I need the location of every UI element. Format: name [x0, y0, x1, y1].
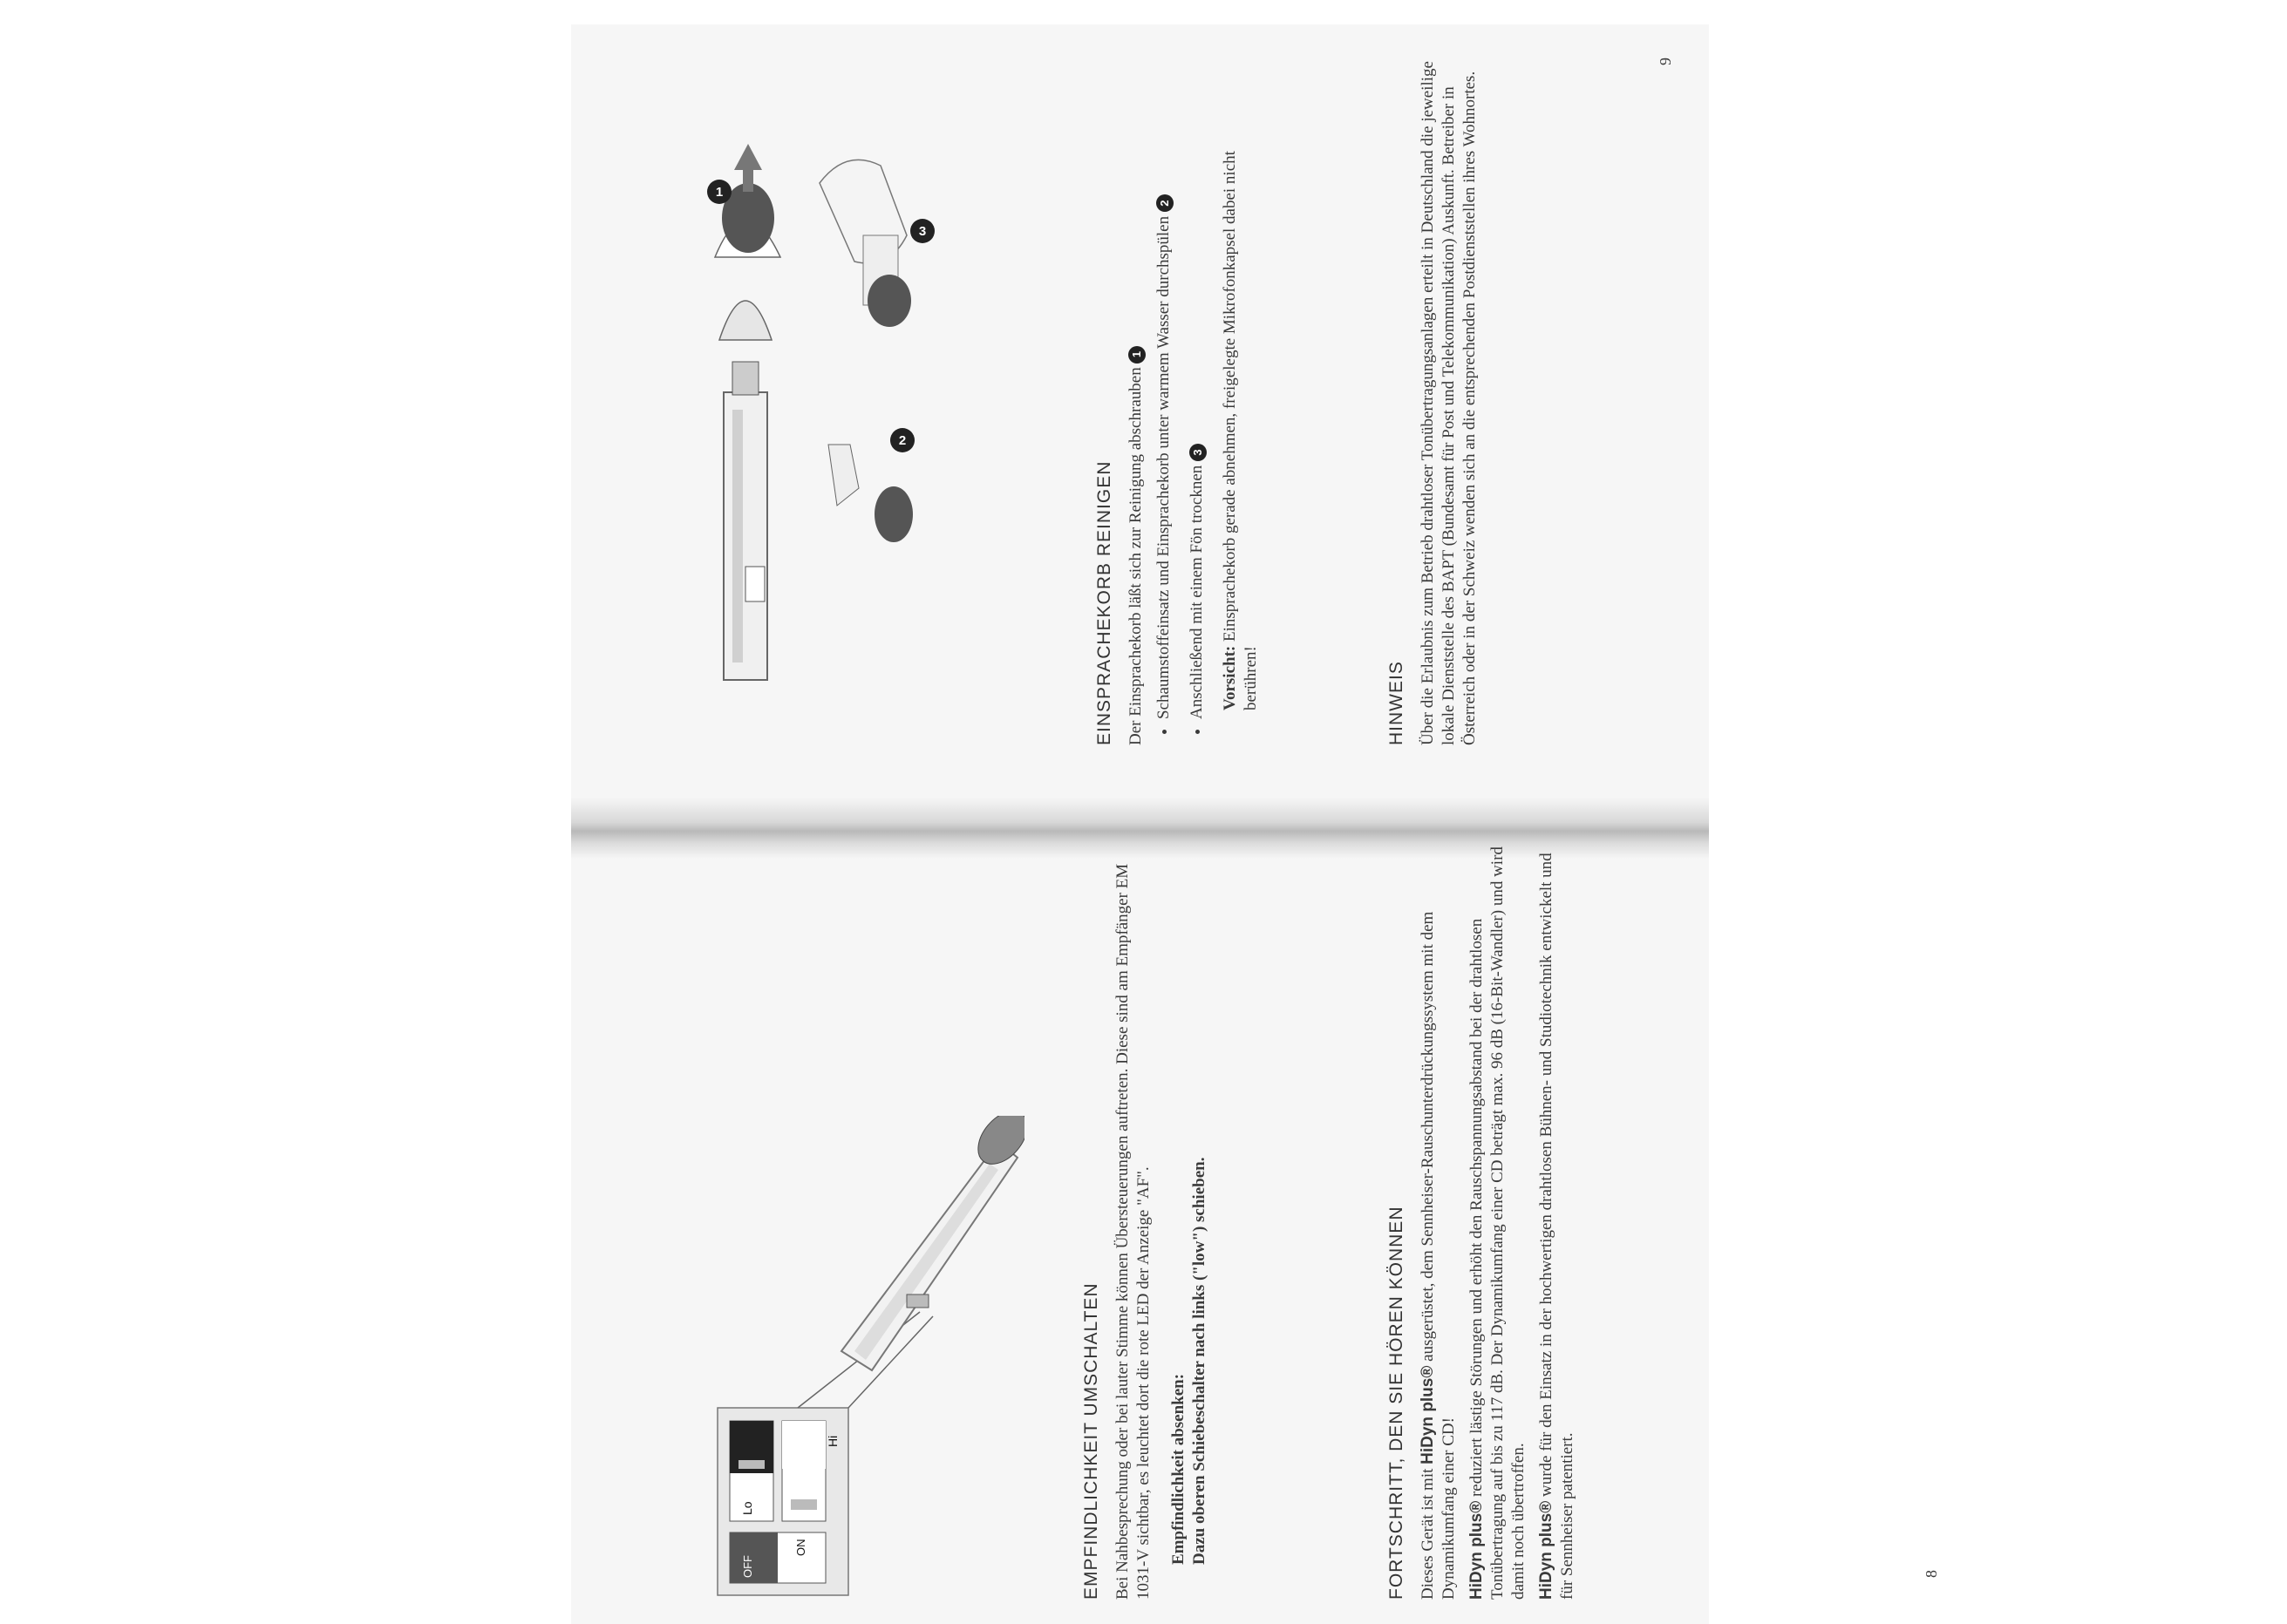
switch-label-off: OFF: [741, 1555, 754, 1578]
page-number-left: 8: [1923, 1570, 1940, 1578]
heading-notice: HINWEIS: [1386, 661, 1406, 745]
microphone-switch-illustration: [711, 1116, 1024, 1604]
cleaning-step-dry-text: Anschließend mit einem Fön trocknen: [1188, 465, 1206, 719]
tap-rinse-icon: [828, 445, 913, 542]
cleaning-intro-text: Der Einsprachekorb läßt sich zur Reinigung abschrauben: [1126, 367, 1145, 745]
foam-insert-icon: [719, 301, 772, 340]
microphone-icon: [841, 1116, 1024, 1370]
step-2-badge: 2: [1156, 194, 1174, 212]
step-1-badge: 1: [1128, 346, 1146, 364]
hidyn-paragraph-2: [1467, 832, 1529, 1600]
hidyn-p1-pre: Dieses Gerät ist mit: [1419, 1468, 1437, 1600]
hidyn-brand-1: HiDyn plus®: [1419, 1365, 1437, 1464]
sensitivity-text: Bei Nahbesprechung oder bei lauter Stimme können Übersteuerungen auftreten. Diese sind am Empfänger EM 1031-V sichtbar, es leuchtet dort die rote LED der Anzeige "AF".: [1113, 863, 1153, 1600]
hidyn-brand-3: HiDyn plus®: [1537, 1500, 1555, 1600]
notice-text: Über die Erlaubnis zum Betrieb drahtloser Tonübertragungsanlagen erteilt in Deutschland die jeweilige lokale Dienststelle des BAPT (Bundesamt für Post und Telekommunikation) Auskunft. Betreiber in Österreich oder in der Schweiz wenden sich an die entsprechenden Postdienststellen ihres Wohnortes.: [1419, 61, 1479, 745]
switch-label-on: ON: [794, 1539, 807, 1556]
caution-label: Vorsicht:: [1221, 645, 1239, 710]
hidyn-p3-post: wurde für den Einsatz in der hochwertigen drahtlosen Bühnen- und Studiotechnik entwickelt und für Sennheiser patentiert.: [1537, 853, 1576, 1600]
diagram-label-3: 3: [918, 224, 927, 239]
hairdryer-icon: [820, 160, 911, 327]
heading-sensitivity: EMPFINDLICHKEIT UMSCHALTEN: [1081, 1282, 1101, 1600]
cleaning-intro: [1126, 83, 1147, 745]
cleaning-steps-list: [1154, 83, 1208, 745]
cleaning-step-rinse-text: Schaumstoffeinsatz und Einsprachekorb unter warmem Wasser durchspülen: [1154, 215, 1173, 719]
sensitivity-bold-2: Dazu oberen Schiebeschalter nach links ("low") schieben.: [1190, 1157, 1208, 1565]
sensitivity-bold-1: Empfindlichkeit absenken:: [1169, 1373, 1188, 1565]
caution-note: [1220, 83, 1262, 710]
hidyn-brand-2: HiDyn plus®: [1467, 1500, 1486, 1600]
heading-hidyn: FORTSCHRITT, DEN SIE HÖREN KÖNNEN: [1386, 1206, 1406, 1600]
step-3-badge: 3: [1189, 444, 1207, 461]
step-2-marker: [890, 428, 915, 452]
switch-label-lo: Lo: [740, 1501, 754, 1515]
hidyn-paragraph-3: [1536, 832, 1578, 1600]
left-section-hidyn: [1386, 832, 1585, 1600]
microphone-body-icon: [724, 362, 767, 680]
right-section-cleaning: [1094, 83, 1262, 745]
switch-panel: [718, 1408, 848, 1595]
diagram-label-1: 1: [715, 185, 724, 200]
hidyn-paragraph-1: [1418, 832, 1460, 1600]
page-number-right: 9: [1657, 58, 1674, 65]
cleaning-step-rinse: [1154, 83, 1174, 719]
arrow-up-icon: [734, 144, 762, 192]
step-1-marker: [707, 180, 732, 204]
cleaning-step-dry: [1187, 83, 1208, 719]
diagram-label-2: 2: [898, 433, 907, 448]
step-3-marker: [910, 219, 935, 243]
switch-label-hi: Hi: [826, 1435, 840, 1447]
hidyn-p1-post: ausgerüstet, dem Sennheiser-Rauschunterdrückungssystem mit dem Dynamikumfang einer CD!: [1419, 911, 1458, 1600]
right-section-notice: [1386, 48, 1487, 745]
heading-cleaning: EINSPRACHEKORB REINIGEN: [1094, 460, 1114, 745]
hidyn-p2-post: reduziert lästige Störungen und erhöht den Rauschspannungsabstand bei der drahtlosen Tonübertragung auf bis zu 117 dB. Der Dynamikumfang einer CD beträgt max. 96 dB (16-Bit-Wandler) und wird damit noch übertroffen.: [1467, 846, 1528, 1600]
left-section-sensitivity: [1081, 824, 1210, 1600]
caution-text: Einsprachekorb gerade abnehmen, freigelegte Mikrofonkapsel dabei nicht berühren!: [1221, 151, 1260, 710]
cleaning-illustration: [698, 131, 977, 689]
